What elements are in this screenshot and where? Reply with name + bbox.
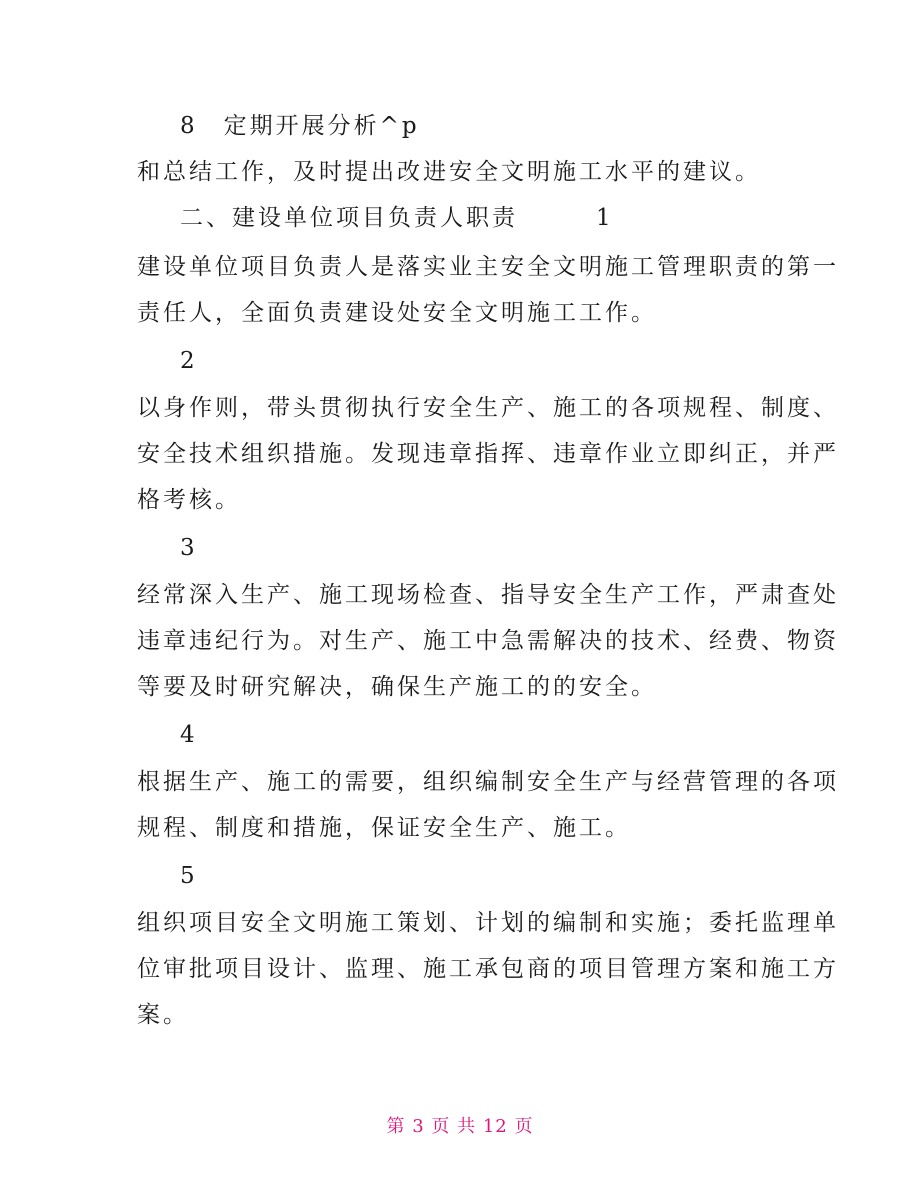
text-line: 和总结工作，及时提出改进安全文明施工水平的建议。 [137, 159, 761, 185]
text-line: 以身作则，带头贯彻执行安全生产、施工的各项规程、制度、 [137, 395, 839, 421]
text-line: 位审批项目设计、监理、施工承包商的项目管理方案和施工方 [137, 956, 839, 982]
text-line: 责任人，全面负责建设处安全文明施工工作。 [137, 300, 657, 326]
text-line: 根据生产、施工的需要，组织编制安全生产与经营管理的各项 [137, 769, 839, 795]
text-line: 经常深入生产、施工现场检查、指导安全生产工作，严肃查处 [137, 582, 839, 608]
text-line: 格考核。 [137, 487, 241, 513]
text-line: 违章违纪行为。对生产、施工中急需解决的技术、经费、物资 [137, 628, 839, 654]
item-number: 3 [180, 535, 198, 561]
item-number: 2 [180, 348, 198, 374]
text-line-item-8: 8 定期开展分析^p [180, 113, 420, 139]
section-heading: 二、建设单位项目负责人职责 1 [180, 205, 614, 231]
item-number: 5 [180, 863, 198, 889]
page-number-footer: 第 3 页 共 12 页 [386, 1116, 534, 1137]
text-line: 规程、制度和措施，保证安全生产、施工。 [137, 815, 631, 841]
text-line: 案。 [137, 1002, 189, 1028]
text-line: 组织项目安全文明施工策划、计划的编制和实施；委托监理单 [137, 910, 839, 936]
text-line: 安全技术组织措施。发现违章指挥、违章作业立即纠正，并严 [137, 441, 839, 467]
text-line: 建设单位项目负责人是落实业主安全文明施工管理职责的第一 [137, 254, 839, 280]
text-line: 等要及时研究解决，确保生产施工的的安全。 [137, 674, 657, 700]
item-number: 4 [180, 722, 198, 748]
